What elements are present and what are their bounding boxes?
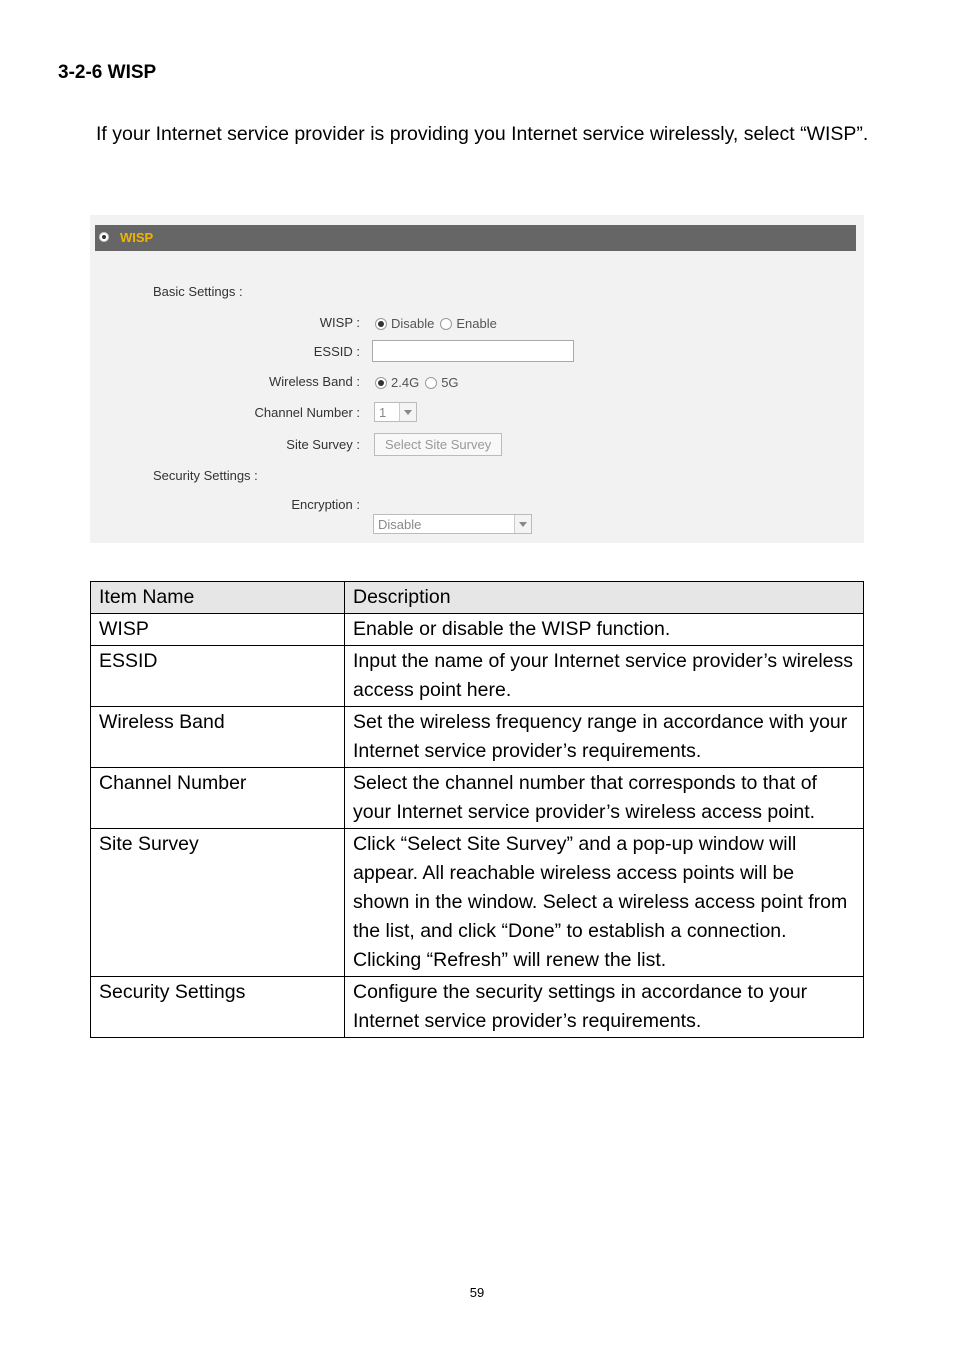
band-radio-group xyxy=(375,375,465,390)
wisp-enable-label: Enable xyxy=(456,316,497,331)
wisp-enable-radio[interactable] xyxy=(440,318,452,330)
panel-title: WISP xyxy=(120,230,154,245)
intro-paragraph: If your Internet service provider is providing you Internet service wirelessly, select “WISP”. xyxy=(96,123,869,145)
select-site-survey-button[interactable]: Select Site Survey xyxy=(374,433,502,456)
wisp-settings-screenshot xyxy=(90,215,864,543)
description-cell: Input the name of your Internet service provider’s wireless access point here. xyxy=(345,646,864,707)
security-settings-label: Security Settings : xyxy=(153,468,258,483)
essid-label: ESSID : xyxy=(313,344,360,359)
chevron-down-icon[interactable] xyxy=(399,403,416,421)
essid-input[interactable] xyxy=(372,340,574,362)
band-24g-label: 2.4G xyxy=(391,375,420,390)
table-row xyxy=(91,977,864,1038)
encryption-label: Encryption : xyxy=(291,497,360,512)
wisp-label: WISP : xyxy=(319,315,360,330)
band-5g-label: 5G xyxy=(441,375,459,390)
table-row xyxy=(91,707,864,768)
encryption-select[interactable] xyxy=(373,514,532,534)
wireless-band-label: Wireless Band : xyxy=(268,374,360,389)
description-cell: Configure the security settings in accordance to your Internet service provider’s requirements. xyxy=(345,977,864,1038)
table-row xyxy=(91,646,864,707)
basic-settings-label: Basic Settings : xyxy=(153,284,243,299)
panel-title-bar xyxy=(95,225,856,251)
description-cell: Select the channel number that corresponds to that of your Internet service provider’s wireless access point. xyxy=(345,768,864,829)
wisp-disable-radio[interactable] xyxy=(375,318,387,330)
description-cell: Click “Select Site Survey” and a pop-up window will appear. All reachable wireless access points will be shown in the window. Select a wireless access point from the list, and click “Done” to establish a connection. Clicking “Refresh” will renew the list. xyxy=(345,829,864,977)
header-item-name: Item Name xyxy=(91,582,345,614)
table-header-row xyxy=(91,582,864,614)
wisp-disable-label: Disable xyxy=(391,316,435,331)
band-5g-radio[interactable] xyxy=(425,377,437,389)
table-row xyxy=(91,768,864,829)
encryption-value: Disable xyxy=(378,516,422,532)
item-name-cell: Site Survey xyxy=(91,829,345,977)
table-row xyxy=(91,829,864,977)
description-cell: Set the wireless frequency range in accordance with your Internet service provider’s requirements. xyxy=(345,707,864,768)
item-name-cell: Wireless Band xyxy=(91,707,345,768)
header-description: Description xyxy=(345,582,864,614)
channel-number-label: Channel Number : xyxy=(254,405,360,420)
table-row xyxy=(91,614,864,646)
item-name-cell: Channel Number xyxy=(91,768,345,829)
chevron-down-icon[interactable] xyxy=(514,515,531,533)
channel-number-value: 1 xyxy=(379,404,387,420)
wisp-mode-radio-icon[interactable] xyxy=(99,232,109,242)
description-table xyxy=(90,581,864,1038)
item-name-cell: ESSID xyxy=(91,646,345,707)
description-cell: Enable or disable the WISP function. xyxy=(345,614,864,646)
item-name-cell: Security Settings xyxy=(91,977,345,1038)
section-heading: 3-2-6 WISP xyxy=(58,62,157,83)
wisp-radio-group xyxy=(375,316,503,331)
item-name-cell: WISP xyxy=(91,614,345,646)
channel-number-select[interactable] xyxy=(374,402,417,422)
page-number: 59 xyxy=(469,1285,485,1300)
band-24g-radio[interactable] xyxy=(375,377,387,389)
site-survey-label: Site Survey : xyxy=(286,437,360,452)
